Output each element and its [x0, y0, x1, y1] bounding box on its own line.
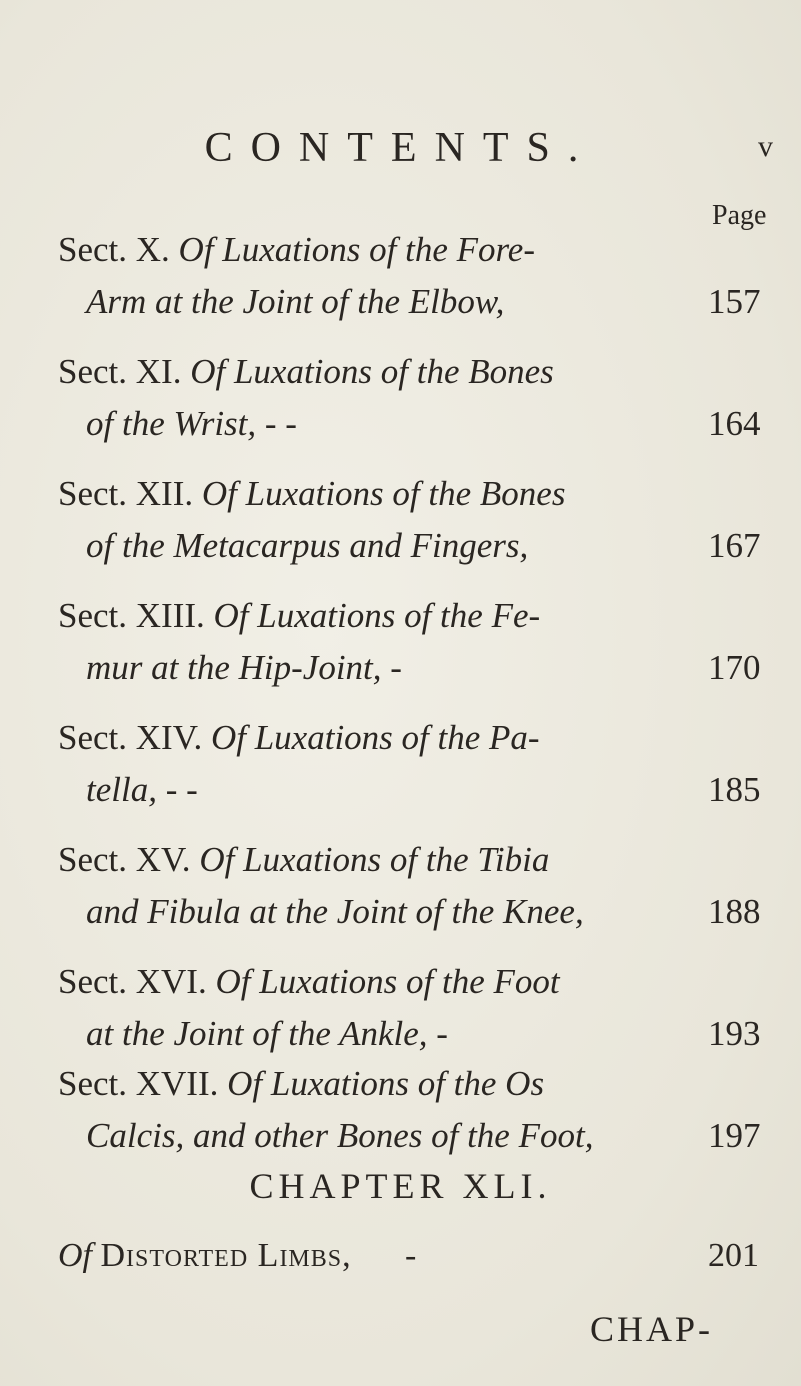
toc-page-number: 164 — [708, 404, 761, 443]
toc-entry-line1 — [58, 962, 560, 1002]
toc-entry-line2: of the Metacarpus and Fingers, — [86, 526, 529, 565]
toc-entry-line1 — [58, 840, 549, 880]
toc-page-number: 157 — [708, 282, 761, 321]
toc-entry-line2: at the Joint of the Ankle, - — [86, 1014, 448, 1053]
toc-entry-line1 — [58, 230, 535, 270]
section-number: Sect. XVII. — [58, 1064, 219, 1103]
toc-entry-line1 — [58, 718, 540, 758]
section-title: Of Luxations of the Bones — [190, 352, 554, 391]
toc-entry-line1 — [58, 352, 554, 392]
section-title: Of Luxations of the Os — [227, 1064, 545, 1103]
page-column-label: Page — [712, 200, 767, 231]
chapter-title-text: Distorted Limbs, — [100, 1237, 352, 1274]
running-header-page-number: v — [758, 130, 773, 163]
section-number: Sect. XI. — [58, 352, 182, 391]
chapter-title-of: Of — [58, 1237, 92, 1274]
section-number: Sect. XIV. — [58, 718, 203, 757]
chapter-title — [58, 1237, 470, 1275]
toc-entry-line2: and Fibula at the Joint of the Knee, — [86, 892, 584, 931]
toc-entry-line2: mur at the Hip-Joint, - — [86, 648, 402, 687]
toc-entry-line1 — [58, 474, 565, 514]
chapter-title-dash: - — [404, 1237, 417, 1274]
section-title: Of Luxations of the Foot — [215, 962, 560, 1001]
section-title: Of Luxations of the Pa- — [210, 718, 540, 757]
toc-entry-line1 — [58, 1064, 544, 1104]
toc-entry-line2: of the Wrist, - - — [86, 404, 297, 443]
chapter-page-number: 201 — [708, 1237, 759, 1274]
catchword: CHAP- — [590, 1309, 714, 1349]
section-number: Sect. XIII. — [58, 596, 205, 635]
toc-entry-line2: Arm at the Joint of the Elbow, — [86, 282, 505, 321]
section-number: Sect. XV. — [58, 840, 191, 879]
section-title: Of Luxations of the Bones — [201, 474, 566, 513]
toc-page-number: 170 — [708, 648, 761, 687]
section-number: Sect. XII. — [58, 474, 194, 513]
toc-page-number: 167 — [708, 526, 761, 565]
toc-page-number: 193 — [708, 1014, 761, 1053]
section-title: Of Luxations of the Fe- — [213, 596, 541, 635]
toc-page-number: 197 — [708, 1116, 761, 1155]
toc-page-number: 185 — [708, 770, 761, 809]
running-header-title: CONTENTS. — [204, 125, 597, 171]
section-title: Of Luxations of the Fore- — [178, 230, 535, 269]
section-number: Sect. X. — [58, 230, 170, 269]
toc-entry-line1 — [58, 596, 540, 636]
toc-entry-line2: tella, - - — [86, 770, 198, 809]
chapter-heading: CHAPTER XLI. — [249, 1166, 552, 1206]
toc-entry-line2: Calcis, and other Bones of the Foot, — [86, 1116, 594, 1155]
section-number: Sect. XVI. — [58, 962, 207, 1001]
toc-page-number: 188 — [708, 892, 761, 931]
section-title: Of Luxations of the Tibia — [199, 840, 550, 879]
